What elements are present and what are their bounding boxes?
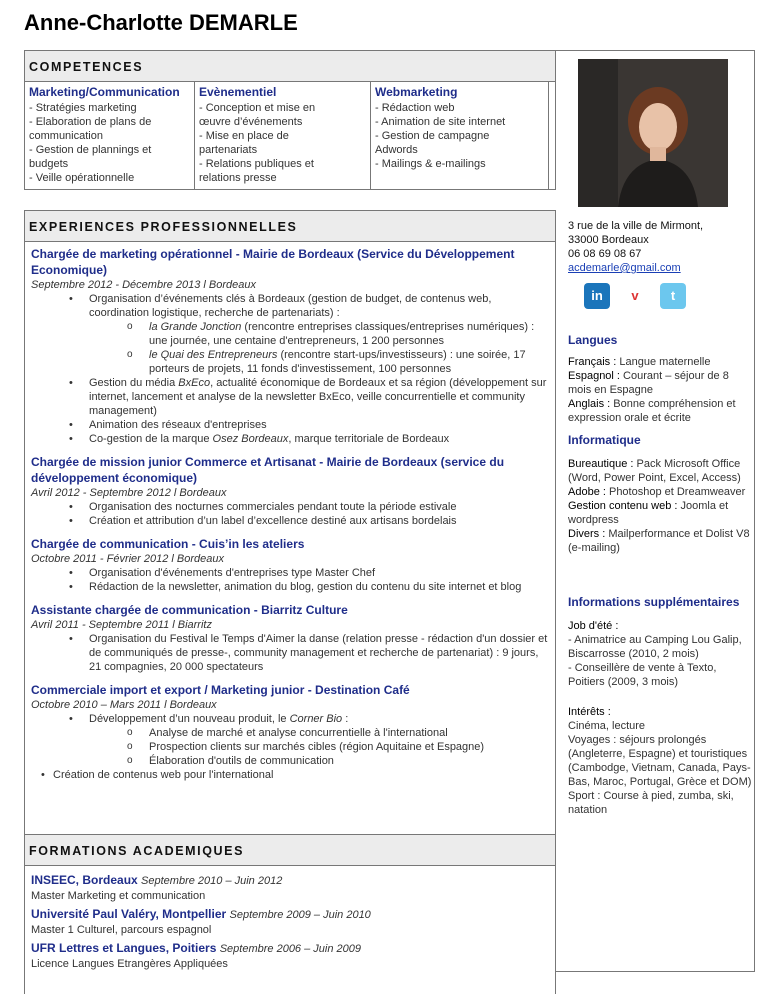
profile-photo — [578, 59, 728, 207]
job-sub-bullet — [31, 320, 549, 348]
interets-sport: Sport : Course à pied, zumba, ski, natation — [568, 790, 734, 816]
job-bullet — [31, 712, 549, 726]
experiences-area — [24, 242, 556, 834]
competence-line: - Animation de site internet — [375, 116, 506, 128]
event-name: le Quai des Entrepreneurs — [149, 349, 278, 361]
school-date: Septembre 2006 – Juin 2009 — [219, 943, 361, 955]
langues-list — [568, 355, 752, 425]
language-level: Bonne compréhension et expression orale et écrite — [568, 398, 736, 424]
interets-label: Intérêts : — [568, 706, 611, 718]
experiences-header: EXPERIENCES PROFESSIONNELLES — [24, 210, 556, 242]
skill-adobe — [568, 485, 752, 499]
skill-value: Photoshop et Dreamweaver — [605, 486, 746, 498]
right-column — [556, 50, 755, 972]
infos-header: Informations supplémentaires — [568, 595, 740, 609]
skill-cms — [568, 499, 752, 527]
language-es — [568, 369, 752, 397]
language-level: Courant – séjour de 8 mois en Espagne — [568, 370, 729, 396]
job-ete-line: - Conseillère de vente à Texto, Poitiers (2009, 3 mois) — [568, 662, 717, 688]
job-ete-label: Job d'été : — [568, 620, 619, 632]
job-entry — [31, 682, 549, 782]
school-line — [31, 940, 549, 957]
event-desc: (rencontre start-ups/investisseurs) : une soirée, 17 porteurs de projets, 11 fonds d'investissement, 100 personnes — [149, 349, 526, 375]
informatique-list — [568, 457, 752, 555]
school-name: Université Paul Valéry, Montpellier — [31, 907, 227, 921]
address-line: 3 rue de la ville de Mirmont, — [568, 220, 704, 232]
job-title: Assistante chargée de communication - Biarritz Culture — [31, 603, 348, 617]
skill-value: Pack Microsoft Office (Word, Power Point, Excel, Access) — [568, 458, 741, 484]
job-sub-bullet — [31, 348, 549, 376]
job-ete-block — [568, 619, 752, 689]
competence-title: Marketing/Communication — [29, 85, 180, 99]
job-bullet: • Organisation d'événements d'entreprises type Master Chef — [31, 566, 549, 580]
formations-area — [24, 866, 556, 994]
interets-line: Cinéma, lecture — [568, 720, 646, 732]
competence-line: - Gestion de campagne — [375, 130, 490, 142]
school-name: UFR Lettres et Langues, Poitiers — [31, 941, 217, 955]
degree: Licence Langues Etrangères Appliquées — [31, 958, 228, 970]
language-label: Français : — [568, 356, 617, 368]
job-entry — [31, 246, 549, 446]
competences-box — [24, 82, 556, 190]
language-label: Espagnol : — [568, 370, 620, 382]
competence-line: partenariats — [199, 144, 258, 156]
email-link[interactable]: acdemarle@gmail.com — [568, 262, 681, 274]
competence-webmarketing — [371, 82, 549, 189]
job-sub-bullet: o Élaboration d'outils de communication — [31, 754, 549, 768]
candidate-name: Anne-Charlotte DEMARLE — [24, 10, 298, 35]
job-bullet: • Création de contenus web pour l'international — [31, 768, 549, 782]
competence-line: - Conception et mise en — [199, 102, 316, 114]
event-desc: (rencontre entreprises classiques/entreprises numériques) : une journée, une centaine d'entrepreneurs, 1 200 personnes — [149, 321, 535, 347]
skill-value: Joomla et wordpress — [568, 500, 729, 526]
skill-label: Adobe : — [568, 486, 606, 498]
interets-voyages: Voyages : séjours prolongés (Angleterre, Espagne) et touristiques (Cambodge, Vietnam, Canada, Pays-Bas, Maroc, Portugal, Grèce et DOM) — [568, 734, 752, 788]
job-sub-bullet: o Analyse de marché et analyse concurrentielle à l'international — [31, 726, 549, 740]
competence-title: Webmarketing — [375, 85, 458, 99]
langues-header: Langues — [568, 333, 618, 347]
competence-line: communication — [29, 130, 103, 142]
competence-line: budgets — [29, 158, 69, 170]
skill-label: Bureautique : — [568, 458, 634, 470]
bullet-text: Développement d’un nouveau produit, le — [89, 713, 290, 725]
job-title: Chargée de marketing opérationnel - Mairie de Bordeaux (Service du Développement Economique) — [31, 247, 515, 277]
bullet-text: , marque territoriale de Bordeaux — [288, 433, 450, 445]
competence-line: - Stratégies marketing — [29, 102, 137, 114]
viadeo-icon[interactable]: v — [622, 283, 648, 309]
job-entry — [31, 536, 549, 594]
formations-header: FORMATIONS ACADEMIQUES — [24, 834, 556, 866]
bullet-text: Gestion du média — [89, 377, 179, 389]
competence-line: - Gestion de plannings et — [29, 144, 152, 156]
job-date: Octobre 2011 - Février 2012 l Bordeaux — [31, 553, 225, 565]
spacer — [24, 190, 556, 210]
language-en — [568, 397, 752, 425]
job-date: Septembre 2012 - Décembre 2013 l Bordeaux — [31, 279, 257, 291]
competences-header: COMPETENCES — [24, 50, 556, 82]
job-entry — [31, 454, 549, 528]
job-date: Octobre 2010 – Mars 2011 l Bordeaux — [31, 699, 217, 711]
job-bullet: • Organisation des nocturnes commerciales pendant toute la période estivale — [31, 500, 549, 514]
job-title: Chargée de communication - Cuis’in les ateliers — [31, 537, 305, 551]
competence-line: Adwords — [375, 144, 418, 156]
skill-bureautique — [568, 457, 752, 485]
skill-label: Gestion contenu web : — [568, 500, 678, 512]
job-bullet — [31, 432, 549, 446]
bullet-text: , actualité économique de Bordeaux et sa région (développement sur internet, lancement et analyse de la newsletter BxEco, veille concurrentielle et community management) — [89, 377, 547, 417]
degree: Master 1 Culturel, parcours espagnol — [31, 924, 212, 936]
competence-title: Evènementiel — [199, 85, 277, 99]
competence-line: - Mise en place de — [199, 130, 289, 142]
job-bullet: • Organisation d’événements clés à Bordeaux (gestion de budget, de contenus web, coordination logistique, recherche de partenariats) : — [31, 292, 549, 320]
school-name: INSEEC, Bordeaux — [31, 873, 138, 887]
job-sub-bullet: o Prospection clients sur marchés cibles (région Aquitaine et Espagne) — [31, 740, 549, 754]
interets-block — [568, 705, 752, 817]
address-city: 33000 Bordeaux — [568, 234, 649, 246]
linkedin-icon[interactable]: in — [584, 283, 610, 309]
language-fr — [568, 355, 752, 369]
informatique-header: Informatique — [568, 433, 641, 447]
competence-marketing — [25, 82, 195, 189]
competence-line: - Relations publiques et — [199, 158, 314, 170]
school-line — [31, 872, 549, 889]
job-ete-line: - Animatrice au Camping Lou Galip, Biscarrosse (2010, 2 mois) — [568, 634, 742, 660]
job-date: Avril 2012 - Septembre 2012 l Bordeaux — [31, 487, 227, 499]
skill-value: Mailperformance et Dolist V8 (e-mailing) — [568, 528, 750, 554]
job-title: Commerciale import et export / Marketing junior - Destination Café — [31, 683, 410, 697]
language-label: Anglais : — [568, 398, 611, 410]
bullet-text: Co-gestion de la marque — [89, 433, 213, 445]
job-bullet: • Organisation du Festival le Temps d'Aimer la danse (relation presse - rédaction d'un dossier et de communiqués de presse-, community management et recherche de partenariat) : 9 jours, 21 compagnies, 20 000 spectateurs — [31, 632, 549, 674]
job-date: Avril 2011 - Septembre 2011 l Biarritz — [31, 619, 212, 631]
social-icons — [584, 283, 686, 309]
language-level: Langue maternelle — [616, 356, 711, 368]
competence-evenementiel — [195, 82, 371, 189]
competence-line: - Rédaction web — [375, 102, 455, 114]
job-entry — [31, 602, 549, 674]
twitter-icon[interactable]: t — [660, 283, 686, 309]
media-name: BxEco — [178, 377, 211, 389]
job-bullet — [31, 376, 549, 418]
school-line — [31, 906, 549, 923]
school-date: Septembre 2009 – Juin 2010 — [229, 909, 371, 921]
job-bullet: • Animation des réseaux d'entreprises — [31, 418, 549, 432]
job-bullet: • Rédaction de la newsletter, animation du blog, gestion du contenu du site internet et blog — [31, 580, 549, 594]
competence-line: relations presse — [199, 172, 277, 184]
phone: 06 08 69 08 67 — [568, 248, 642, 260]
competence-line: - Elaboration de plans de — [29, 116, 152, 128]
degree: Master Marketing et communication — [31, 890, 206, 902]
brand-name: Osez Bordeaux — [212, 433, 289, 445]
contact-block — [568, 219, 748, 275]
competence-line: - Mailings & e-mailings — [375, 158, 486, 170]
bullet-text: : — [342, 713, 349, 725]
event-name: la Grande Jonction — [149, 321, 242, 333]
job-title: Chargée de mission junior Commerce et Artisanat - Mairie de Bordeaux (service du développement économique) — [31, 455, 505, 485]
job-bullet: • Création et attribution d’un label d’excellence destiné aux artisans bordelais — [31, 514, 549, 528]
product-name: Corner Bio — [289, 713, 343, 725]
competence-line: - Veille opérationnelle — [29, 172, 135, 184]
skill-label: Divers : — [568, 528, 606, 540]
school-date: Septembre 2010 – Juin 2012 — [141, 875, 283, 887]
left-column — [24, 50, 556, 994]
competence-line: œuvre d’événements — [199, 116, 303, 128]
skill-divers — [568, 527, 752, 555]
